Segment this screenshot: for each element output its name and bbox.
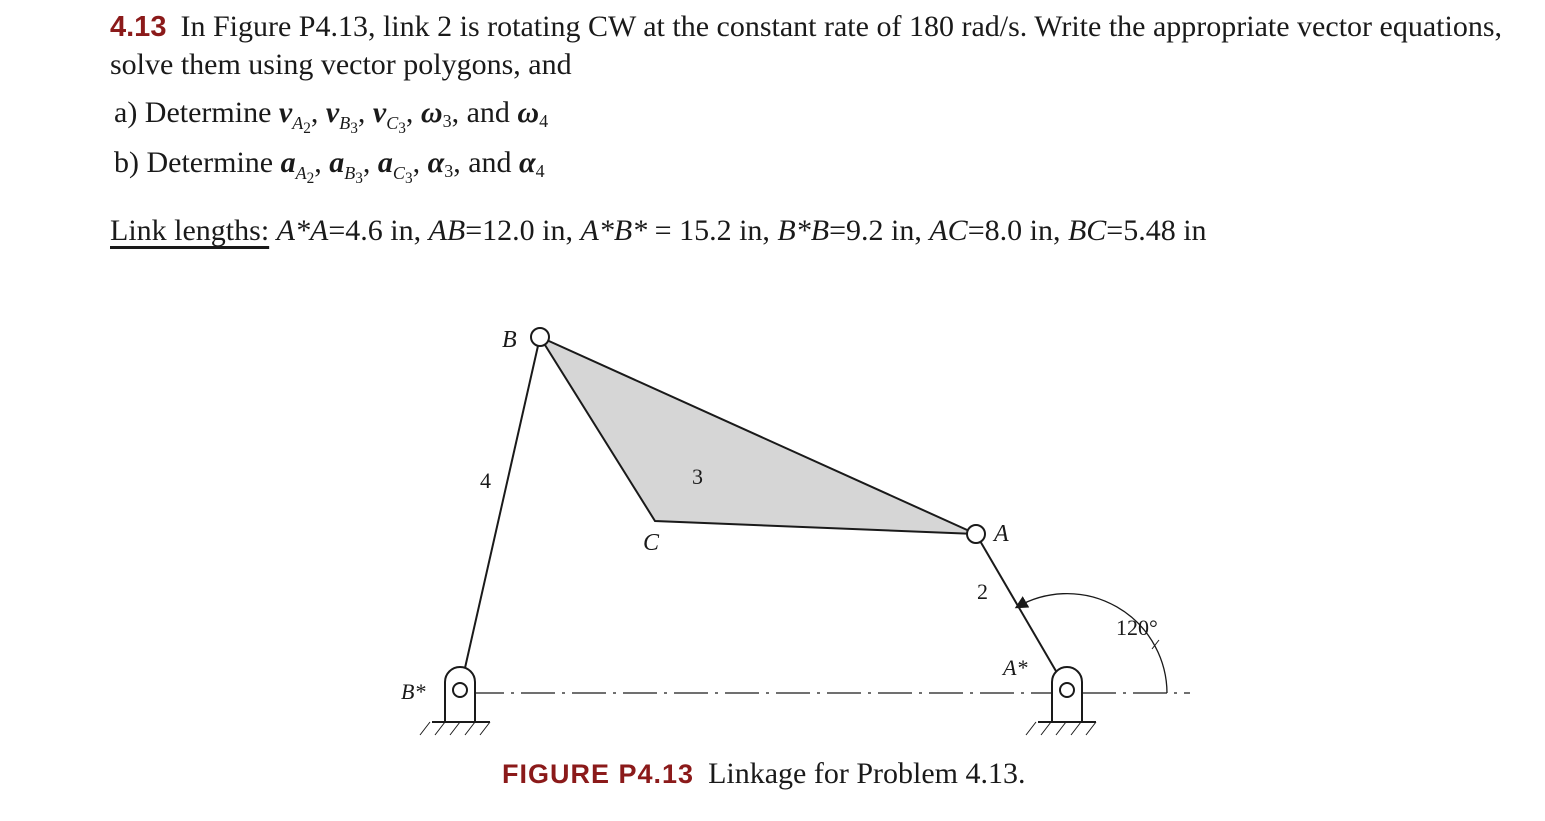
link-name: AC [929, 214, 968, 247]
label-link-4: 4 [480, 468, 491, 493]
link-name: AB [428, 214, 466, 247]
alpha-3: $\alpha_3$ [427, 146, 454, 181]
link-value: 9.2 in [846, 214, 915, 247]
part-a-prefix: a) Determine [114, 96, 272, 129]
part-b-prefix: b) Determine [114, 146, 274, 179]
link-name: A*A [276, 214, 329, 247]
part-b: b) Determine $a_{A_2}$, $a_{B_3}$, $a_{C_3}$, $\alpha_3$, and $\alpha_4$ [114, 146, 545, 187]
label-link-2: 2 [977, 579, 988, 604]
label-a: A [994, 521, 1009, 547]
figure-caption [502, 757, 1026, 791]
link-value: 15.2 in [679, 214, 763, 247]
label-a-star: A* [1003, 655, 1028, 680]
alpha-4: $\alpha_4$ [519, 146, 545, 181]
velocity-b3: $v_{B_3}$ [325, 96, 358, 137]
part-b-and: , and [453, 146, 512, 179]
omega-4: $\omega_4$ [517, 96, 549, 131]
label-c: C [643, 530, 660, 556]
link-name: A*B* [580, 214, 648, 247]
link-value: 8.0 in [984, 214, 1053, 247]
accel-b3: $a_{B_3}$ [329, 146, 363, 187]
link-lengths-label: Link lengths: [110, 214, 270, 247]
problem-number: 4.13 [110, 11, 167, 43]
joint-b [531, 328, 549, 346]
label-b-star: B* [401, 679, 426, 704]
accel-a2: $a_{A_2}$ [280, 146, 315, 187]
velocity-c3: $v_{C_3}$ [372, 96, 406, 137]
link-name: B*B [777, 214, 830, 247]
link-lengths: Link lengths: A*A=4.6 in, AB=12.0 in, A*B* = 15.2 in, B*B=9.2 in, AC=8.0 in, BC=5.48 in [110, 214, 1207, 247]
velocity-a2: $v_{A_2}$ [278, 96, 311, 137]
label-angle: 120° [1116, 615, 1158, 640]
link-value: 5.48 in [1123, 214, 1207, 247]
joint-a [967, 525, 985, 543]
link-value: 12.0 in [482, 214, 566, 247]
ground-pivot-a-star [1026, 667, 1096, 735]
rocker-link-4 [460, 337, 540, 690]
link-value: 4.6 in [345, 214, 414, 247]
part-a-and: , and [451, 96, 510, 129]
part-a: a) Determine $v_{A_2}$, $v_{B_3}$, $v_{C_3}$, $\omega_3$, and $\omega_4$ [114, 96, 549, 137]
label-b: B [502, 327, 517, 353]
omega-3: $\omega_3$ [420, 96, 452, 131]
coupler-link-3 [540, 337, 976, 534]
accel-c3: $a_{C_3}$ [377, 146, 413, 187]
problem-body: In Figure P4.13, link 2 is rotating CW at the constant rate of 180 rad/s. Write the appropriate vector equations, solve them using vector polygons, and [110, 10, 1502, 81]
link-name: BC [1067, 214, 1107, 247]
label-link-3: 3 [692, 464, 703, 489]
figure-number: FIGURE P4.13 [502, 759, 695, 789]
figure-caption-text: Linkage for Problem 4.13. [708, 757, 1026, 790]
ground-pivot-b-star [420, 667, 490, 735]
